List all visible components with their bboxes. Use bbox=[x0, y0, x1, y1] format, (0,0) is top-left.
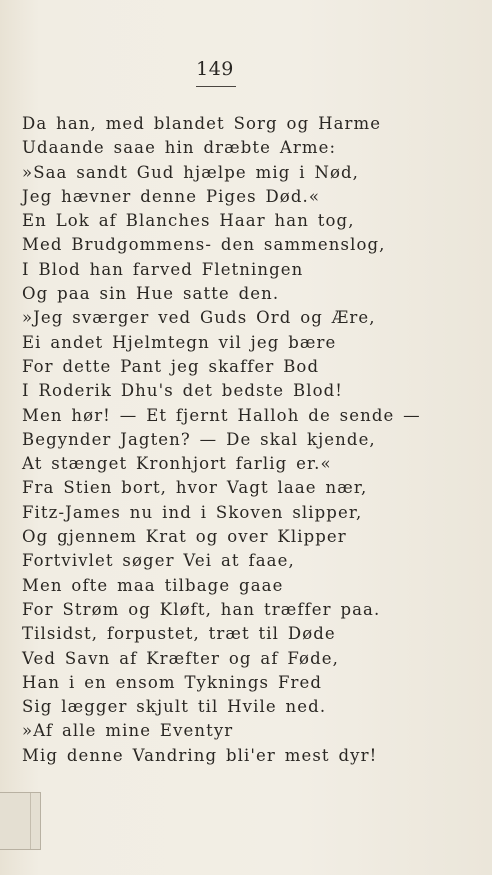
poem-line: I Roderik Dhu's det bedste Blod! bbox=[22, 381, 344, 401]
poem-text bbox=[22, 112, 482, 768]
poem-line: En Lok af Blanches Haar han tog, bbox=[22, 211, 355, 231]
poem-line: Fortvivlet søger Vei at faae, bbox=[22, 551, 295, 571]
poem-line: Fitz-James nu ind i Skoven slipper, bbox=[22, 502, 363, 522]
poem-line: Ei andet Hjelmtegn vil jeg bære bbox=[22, 332, 337, 352]
poem-line: At stænget Kronhjort farlig er.« bbox=[22, 454, 332, 474]
poem-line: Og gjennem Krat og over Klipper bbox=[22, 527, 347, 547]
poem-line: »Af alle mine Eventyr bbox=[22, 721, 234, 741]
poem-line: Mig denne Vandring bli'er mest dyr! bbox=[22, 745, 378, 765]
poem-line: Sig lægger skjult til Hvile ned. bbox=[22, 697, 327, 717]
poem-line: Begynder Jagten? — De skal kjende, bbox=[22, 429, 376, 449]
poem-line: »Jeg sværger ved Guds Ord og Ære, bbox=[22, 308, 376, 328]
poem-line: Men hør! — Et fjernt Halloh de sende — bbox=[22, 405, 421, 425]
poem-line: Med Brudgommens- den sammenslog, bbox=[22, 235, 386, 255]
poem-line: Han i en ensom Tyknings Fred bbox=[22, 672, 323, 692]
page-edge-mark bbox=[0, 792, 41, 850]
page-number-underline bbox=[196, 86, 236, 87]
poem-line: Men ofte maa tilbage gaae bbox=[22, 575, 284, 595]
poem-line: For dette Pant jeg skaffer Bod bbox=[22, 356, 320, 376]
poem-line: For Strøm og Kløft, han træffer paa. bbox=[22, 599, 381, 619]
poem-line: Fra Stien bort, hvor Vagt laae nær, bbox=[22, 478, 368, 498]
poem-line: Udaande saae hin dræbte Arme: bbox=[22, 138, 337, 158]
page-number: 149 bbox=[196, 58, 234, 80]
poem-line: »Saa sandt Gud hjælpe mig i Nød, bbox=[22, 162, 360, 182]
poem-line: Tilsidst, forpustet, træt til Døde bbox=[22, 624, 336, 644]
poem-line: Og paa sin Hue satte den. bbox=[22, 284, 280, 304]
poem-line: I Blod han farved Fletningen bbox=[22, 259, 304, 279]
poem-line: Ved Savn af Kræfter og af Føde, bbox=[22, 648, 339, 668]
page-edge-mark-line bbox=[30, 793, 31, 849]
poem-line: Jeg hævner denne Piges Død.« bbox=[22, 186, 321, 206]
poem-line: Da han, med blandet Sorg og Harme bbox=[22, 114, 382, 133]
